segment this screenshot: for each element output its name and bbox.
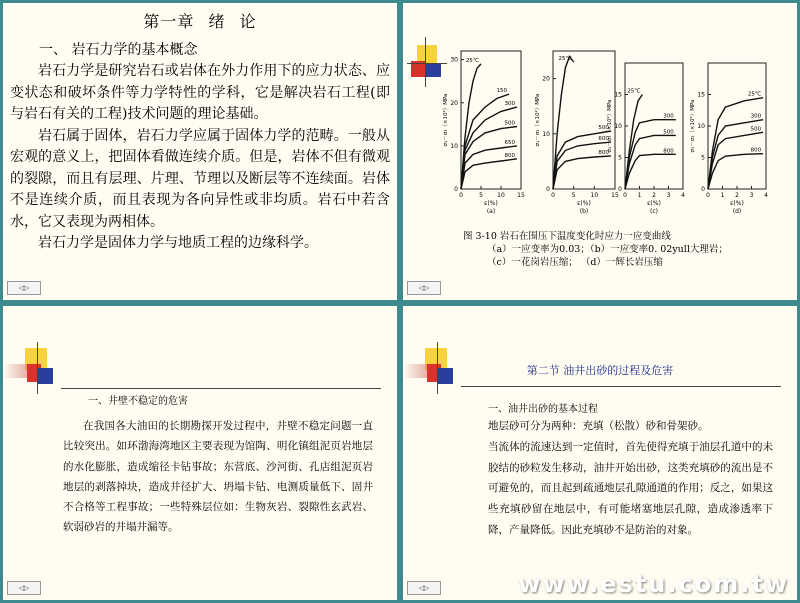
x-tick-label: 4	[681, 192, 685, 199]
y-tick-label: 15	[614, 91, 622, 99]
slide-4	[403, 306, 797, 600]
series-label: 300	[663, 113, 674, 120]
panel-frame	[625, 63, 683, 189]
series-line	[461, 159, 517, 189]
paragraph: 岩石力学是研究岩石或岩体在外力作用下的应力状态、应变状态和破坏条件等力学特性的学科，它是解决岩石工程(即与岩石有关的工程)技术问题的理论基础。	[10, 63, 390, 122]
series-line	[625, 154, 676, 189]
slide-nav-button[interactable]: ◁▷	[407, 581, 441, 595]
x-tick-label: 2	[735, 192, 739, 199]
y-tick-label: 0	[618, 186, 622, 193]
paragraph: 岩石力学是固体力学与地质工程的边缘科学。	[38, 235, 318, 251]
y-tick-label: 5	[701, 154, 705, 162]
x-axis-label: ε(%)	[577, 200, 591, 207]
divider	[61, 388, 381, 389]
panel-frame	[553, 51, 615, 189]
slide-nav-button[interactable]: ◁▷	[7, 281, 41, 295]
title-part: 第一章	[143, 12, 195, 31]
y-tick-label: 0	[454, 186, 458, 193]
slide-1-subtitle: 一、 岩石力学的基本概念	[39, 42, 198, 58]
slide-nav-button[interactable]: ◁▷	[407, 281, 441, 295]
x-tick-label: 10	[497, 192, 505, 199]
panel-label: (b)	[579, 208, 589, 215]
y-axis-label: σ₁－σ₃（×10²）MPa	[535, 93, 541, 147]
series-label: 500	[504, 120, 515, 127]
paragraph: 地层砂可分为两种：充填（松散）砂和骨架砂。	[488, 420, 709, 432]
figure-caption	[463, 230, 728, 269]
slide-3-body	[63, 416, 373, 538]
x-tick-label: 0	[706, 192, 710, 199]
series-label: 300	[750, 113, 762, 120]
series-label: 300	[504, 101, 515, 108]
x-tick-label: 0	[551, 192, 555, 199]
x-tick-label: 2	[652, 192, 656, 199]
panel-label: (a)	[486, 208, 496, 215]
y-axis-label: σ₁－σ₃（×10²）MPa	[690, 99, 696, 153]
caption-line: （a）一应变率为0.03；（b）一应变率0. 02yull大理岩；	[487, 244, 728, 255]
y-tick-label: 10	[614, 123, 622, 130]
x-tick-label: 0	[623, 192, 627, 199]
caption-line: 图 3-10 岩石在围压下温度变化时应力一应变曲线	[463, 231, 671, 242]
x-axis-label: ε(%)	[647, 200, 661, 207]
y-tick-label: 20	[542, 75, 550, 83]
y-axis-label: σ₁－σ₃（×10²）MPa	[607, 99, 613, 153]
x-axis-label: ε(%)	[484, 200, 498, 207]
section-heading: 一、井壁不稳定的危害	[88, 396, 188, 407]
y-axis-label: σ₁－σ₃（×10²）MPa	[443, 93, 449, 147]
paragraph: 当流体的流速达到一定值时，首先使得充填于油层孔道中的未胶结的砂粒发生移动，油井开始出砂，这类充填砂的流出是不可避免的，而且起到疏通地层孔隙通道的作用；反之，如果这些充填砂留在地层中，有可能堵塞地层孔隙，造成渗透率下降，产量降低。因此充填砂不是防治的对象。	[488, 440, 773, 536]
slide-3	[3, 306, 397, 600]
x-tick-label: 3	[749, 192, 754, 199]
x-tick-label: 3	[666, 192, 671, 199]
series-label: 800	[750, 147, 762, 154]
slide-4-body	[488, 416, 773, 541]
x-tick-label: 1	[720, 192, 725, 199]
x-axis-label: ε(%)	[730, 200, 744, 207]
series-label: 25℃	[558, 56, 572, 63]
series-label: 150	[496, 88, 507, 95]
series-line	[553, 156, 611, 189]
title-part: 论	[239, 12, 257, 31]
x-tick-label: 15	[611, 192, 619, 199]
series-line	[708, 154, 763, 189]
paragraph: 在我国各大油田的长期勘探开发过程中，井壁不稳定问题一直比较突出。如环渤海湾地区主要表现为馆陶、明化镇组泥页岩地层的水化膨胀，造成缩径卡钻事故；东营底、沙河街、孔店组泥页岩地层的剥落掉块，造成井径扩大、坍塌卡钻、电测质量低下、固井不合格等工程事故；一些特殊层位如：生物灰岩、裂隙性玄武岩、软弱砂岩的井塌井漏等。	[63, 420, 373, 534]
series-label: 800	[598, 149, 609, 156]
stress-strain-figure	[403, 3, 797, 233]
slide-nav-button[interactable]: ◁▷	[7, 581, 41, 595]
watermark: www.estu.com.tw	[518, 570, 789, 598]
x-tick-label: 10	[590, 192, 599, 199]
series-label: 25℃	[747, 91, 762, 98]
y-tick-label: 5	[618, 154, 622, 162]
slide-1-body	[10, 61, 390, 255]
y-tick-label: 20	[450, 99, 458, 107]
series-label: 500	[598, 125, 609, 132]
x-tick-label: 0	[459, 192, 463, 199]
paragraph: 岩石属于固体，岩石力学应属于固体力学的范畴。一般从宏观的意义上，把固体看做连续介质。但是，岩体不但有微观的裂隙，而且有层理、片理、节理以及断层等不连续面。岩体不是连续介质，而且表现为各向异性或非均质。岩石中若含水，它又表现为两相体。	[10, 127, 390, 230]
x-tick-label: 1	[637, 192, 642, 199]
y-tick-label: 10	[542, 130, 550, 138]
series-label: 500	[750, 126, 762, 133]
panel-label: (c)	[650, 208, 658, 215]
slide-1	[3, 3, 397, 300]
slide-1-title	[3, 9, 397, 32]
y-tick-label: 10	[450, 142, 458, 150]
series-label: 25℃	[465, 57, 479, 64]
series-label: 500	[663, 129, 674, 136]
y-tick-label: 15	[697, 91, 705, 99]
x-tick-label: 4	[764, 192, 768, 199]
section-heading: 一、油井出砂的基本过程	[488, 404, 598, 415]
divider	[461, 386, 781, 387]
caption-line: （c）一花岗岩压缩； （d）一辉长岩压缩	[487, 257, 663, 268]
y-tick-label: 30	[450, 56, 458, 64]
x-tick-label: 5	[571, 192, 576, 199]
y-tick-label: 10	[697, 123, 705, 130]
series-label: 800	[504, 152, 515, 159]
y-tick-label: 0	[701, 186, 705, 193]
series-label: 25℃	[627, 88, 641, 95]
y-tick-label: 0	[546, 186, 550, 193]
panel-label: (d)	[732, 208, 742, 215]
series-label: 650	[504, 139, 515, 146]
series-label: 800	[663, 148, 674, 155]
x-tick-label: 5	[479, 192, 483, 199]
title-part: 绪	[208, 12, 226, 31]
x-tick-label: 15	[517, 192, 525, 199]
slide-2	[403, 3, 797, 300]
slide-4-title: 第二节 油井出砂的过程及危害	[526, 364, 674, 377]
series-label: 600	[598, 136, 609, 143]
